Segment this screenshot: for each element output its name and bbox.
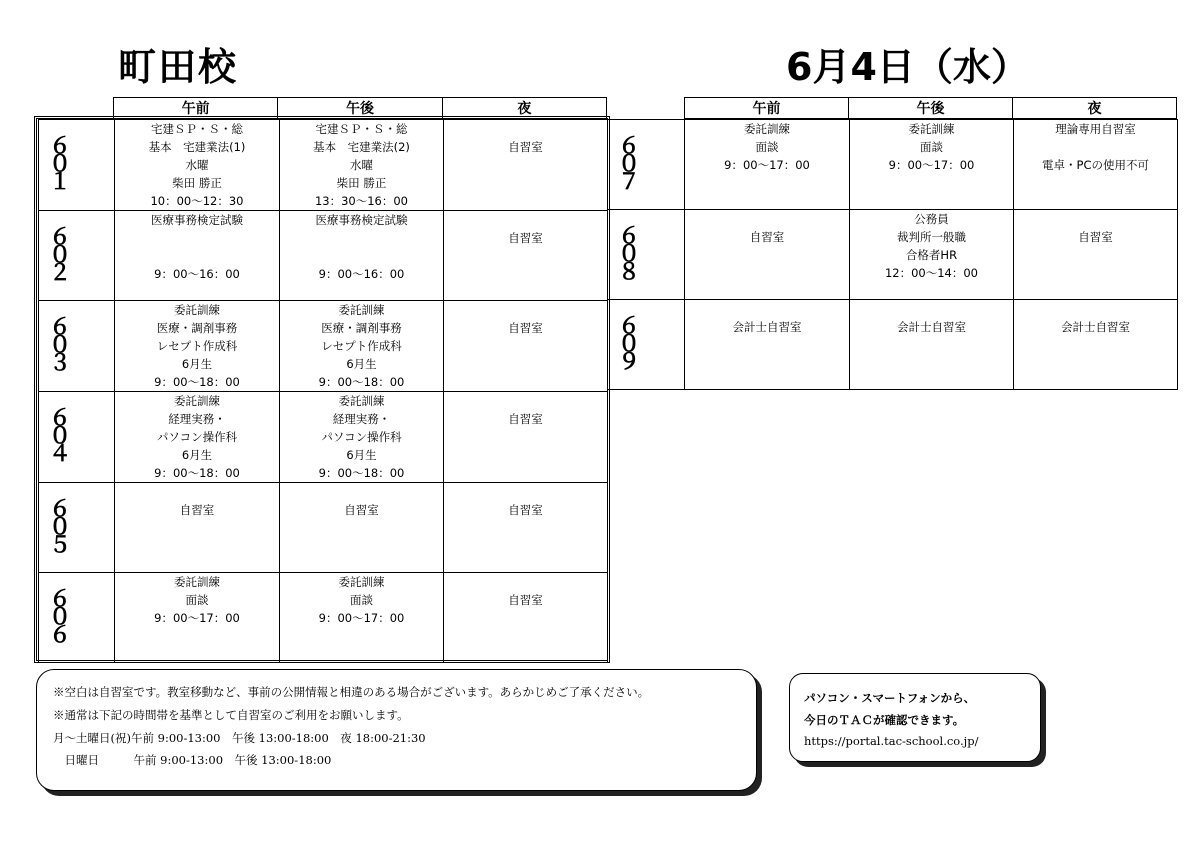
slot-text: 自習室 [508, 503, 543, 517]
slot-text: 6月生 [346, 448, 377, 462]
campus-title: 町田校 [118, 45, 239, 89]
note-line: ※空白は自習室です。教室移動など、事前の公開情報と相違のある場合がございます。あらかじめご了承ください。 [53, 685, 650, 699]
slot-text: 医療・調剤事務 [321, 321, 402, 335]
room-row [39, 211, 608, 301]
slot-text: 9：00～16：00 [318, 267, 405, 281]
room-number: ６０１ [39, 120, 115, 211]
slot-cell-night [444, 301, 608, 392]
slot-text: 自習室 [749, 230, 785, 244]
room-number: ６０３ [39, 301, 115, 392]
slot-cell-am [685, 210, 850, 300]
slot-cell-pm [850, 120, 1014, 210]
date-title: 6月4日（水） [786, 45, 1029, 89]
slot-text: 9：00～18：00 [318, 375, 405, 389]
slot-cell-pm [850, 300, 1014, 390]
slot-cell-night [444, 483, 608, 573]
slot-text: 自習室 [508, 593, 543, 607]
slot-text: パソコン操作科 [321, 430, 402, 444]
slot-text: 委託訓練 [338, 575, 385, 589]
right-schedule-table [607, 119, 1178, 390]
slot-cell-pm [280, 301, 444, 392]
slot-text [115, 229, 279, 247]
slot-text: 9：00～18：00 [154, 375, 240, 389]
slot-text: 自習室 [179, 503, 215, 517]
slot-cell-night [1014, 120, 1178, 210]
slot-text: 公務員 [914, 212, 949, 226]
info-line: 今日のＴＡＣが確認できます。 [804, 713, 965, 727]
slot-cell-pm [280, 120, 444, 211]
slot-cell-night [1014, 210, 1178, 300]
slot-text: 宅建ＳＰ・Ｓ・総 [315, 122, 408, 136]
slot-cell-pm [280, 483, 444, 573]
slot-text: 理論専用自習室 [1055, 122, 1136, 136]
slot-text [444, 120, 607, 138]
slot-cell-am [115, 483, 280, 573]
slot-text: 6月生 [346, 357, 377, 371]
slot-text: 面談 [755, 140, 779, 154]
slot-text: 水曜 [350, 158, 373, 172]
slot-text [444, 211, 607, 229]
slot-text: 基本 宅建業法(2) [313, 140, 410, 154]
slot-cell-am [685, 300, 850, 390]
room-row [39, 120, 608, 211]
slot-cell-pm [280, 392, 444, 483]
right-column-header [684, 97, 1177, 119]
slot-text: 委託訓練 [338, 394, 385, 408]
room-number: ６０７ [608, 120, 685, 210]
slot-text: レセプト作成科 [321, 339, 402, 353]
slot-text: 委託訓練 [744, 122, 790, 136]
slot-text: 委託訓練 [174, 575, 220, 589]
slot-cell-am [685, 120, 850, 210]
slot-text: レセプト作成科 [156, 339, 238, 353]
slot-text: 9：00～16：00 [154, 267, 240, 281]
room-row [39, 573, 608, 663]
slot-text [115, 483, 279, 501]
column-header-pm: 午後 [278, 98, 442, 119]
slot-text: 基本 宅建業法(1) [148, 140, 246, 154]
slot-text: 医療・調剤事務 [156, 321, 238, 335]
slot-cell-am [115, 120, 280, 211]
slot-cell-pm [280, 573, 444, 663]
room-row [608, 210, 1178, 300]
slot-text: 9：00～17：00 [888, 158, 975, 172]
note-line: 日曜日 午前 9:00-13:00 午後 13:00-18:00 [53, 753, 332, 767]
slot-cell-am [115, 301, 280, 392]
slot-text [685, 210, 849, 228]
slot-text: 自習室 [508, 231, 543, 245]
slot-text [685, 300, 849, 318]
slot-text: 経理実務・ [168, 412, 226, 426]
slot-cell-night [444, 573, 608, 663]
slot-text: 会計士自習室 [732, 320, 802, 334]
slot-cell-pm [280, 211, 444, 301]
room-row [39, 483, 608, 573]
slot-text [280, 247, 443, 265]
portal-info-box [789, 673, 1041, 762]
slot-text: 10：00～12：30 [150, 194, 244, 208]
room-number: ６０６ [39, 573, 115, 663]
column-header-night: 夜 [1013, 98, 1177, 119]
slot-text: 柴田 勝正 [336, 176, 387, 190]
slot-text: 会計士自習室 [897, 320, 966, 334]
slot-text: 自習室 [508, 412, 543, 426]
slot-text: 6月生 [181, 448, 213, 462]
slot-text: 裁判所一般職 [897, 230, 966, 244]
note-line: 月～土曜日(祝)午前 9:00-13:00 午後 13:00-18:00 夜 18:00-21:30 [53, 731, 426, 745]
slot-cell-night [1014, 300, 1178, 390]
notes-box [36, 669, 757, 791]
slot-text [444, 573, 607, 591]
slot-text [115, 247, 279, 265]
slot-text: 9：00～18：00 [154, 466, 240, 480]
slot-text: 委託訓練 [908, 122, 955, 136]
room-row [39, 392, 608, 483]
slot-cell-night [444, 211, 608, 301]
room-number: ６０９ [608, 300, 685, 390]
slot-text: 面談 [920, 140, 943, 154]
slot-text [444, 483, 607, 501]
column-header-am: 午前 [685, 98, 849, 119]
column-header-am: 午前 [114, 98, 278, 119]
room-row [608, 300, 1178, 390]
note-line: ※通常は下記の時間帯を基準として自習室のご利用をお願いします。 [53, 708, 409, 722]
slot-text: 柴田 勝正 [172, 176, 222, 190]
slot-text: 会計士自習室 [1061, 320, 1130, 334]
slot-cell-night [444, 392, 608, 483]
slot-text [1014, 210, 1177, 228]
room-number: ６０５ [39, 483, 115, 573]
slot-cell-am [115, 573, 280, 663]
slot-cell-am [115, 211, 280, 301]
slot-text: パソコン操作科 [156, 430, 238, 444]
slot-cell-am [115, 392, 280, 483]
room-number: ６０４ [39, 392, 115, 483]
slot-text: 水曜 [185, 158, 209, 172]
slot-text [1014, 138, 1177, 156]
slot-text: 自習室 [1078, 230, 1113, 244]
slot-text: 合格者HR [905, 248, 958, 262]
slot-text [280, 483, 443, 501]
slot-text [1014, 300, 1177, 318]
slot-text: 13：30～16：00 [314, 194, 409, 208]
slot-text: 宅建ＳＰ・Ｓ・総 [151, 122, 243, 136]
slot-text: 自習室 [344, 503, 379, 517]
slot-cell-night [444, 120, 608, 211]
portal-url-link[interactable]: https://portal.tac-school.co.jp/ [804, 734, 979, 748]
room-number: ６０２ [39, 211, 115, 301]
slot-text: 面談 [185, 593, 209, 607]
slot-text: 9：00～18：00 [318, 466, 405, 480]
slot-text [850, 300, 1013, 318]
slot-text: 医療事務検定試験 [315, 213, 408, 227]
slot-text: 自習室 [508, 321, 543, 335]
column-header-night: 夜 [442, 98, 606, 119]
slot-text: 9：00～17：00 [318, 611, 405, 625]
slot-text: 委託訓練 [174, 394, 220, 408]
slot-text [280, 229, 443, 247]
slot-text: 医療事務検定試験 [151, 213, 243, 227]
slot-text: 6月生 [181, 357, 213, 371]
slot-cell-pm [850, 210, 1014, 300]
slot-text: 委託訓練 [174, 303, 220, 317]
room-number: ６０８ [608, 210, 685, 300]
slot-text: 委託訓練 [338, 303, 385, 317]
slot-text: 12：00～14：00 [884, 266, 979, 280]
info-line: パソコン・スマートフォンから、 [804, 691, 976, 705]
slot-text: 自習室 [508, 140, 543, 154]
column-header-pm: 午後 [849, 98, 1013, 119]
slot-text: 9：00～17：00 [724, 158, 810, 172]
left-schedule-table [38, 119, 608, 663]
slot-text [444, 392, 607, 410]
slot-text: 9：00～17：00 [154, 611, 240, 625]
slot-text: 面談 [350, 593, 373, 607]
room-row [39, 301, 608, 392]
slot-text: 電卓・PCの使用不可 [1042, 158, 1149, 172]
slot-text [444, 301, 607, 319]
room-row [608, 120, 1178, 210]
slot-text: 経理実務・ [332, 412, 391, 426]
